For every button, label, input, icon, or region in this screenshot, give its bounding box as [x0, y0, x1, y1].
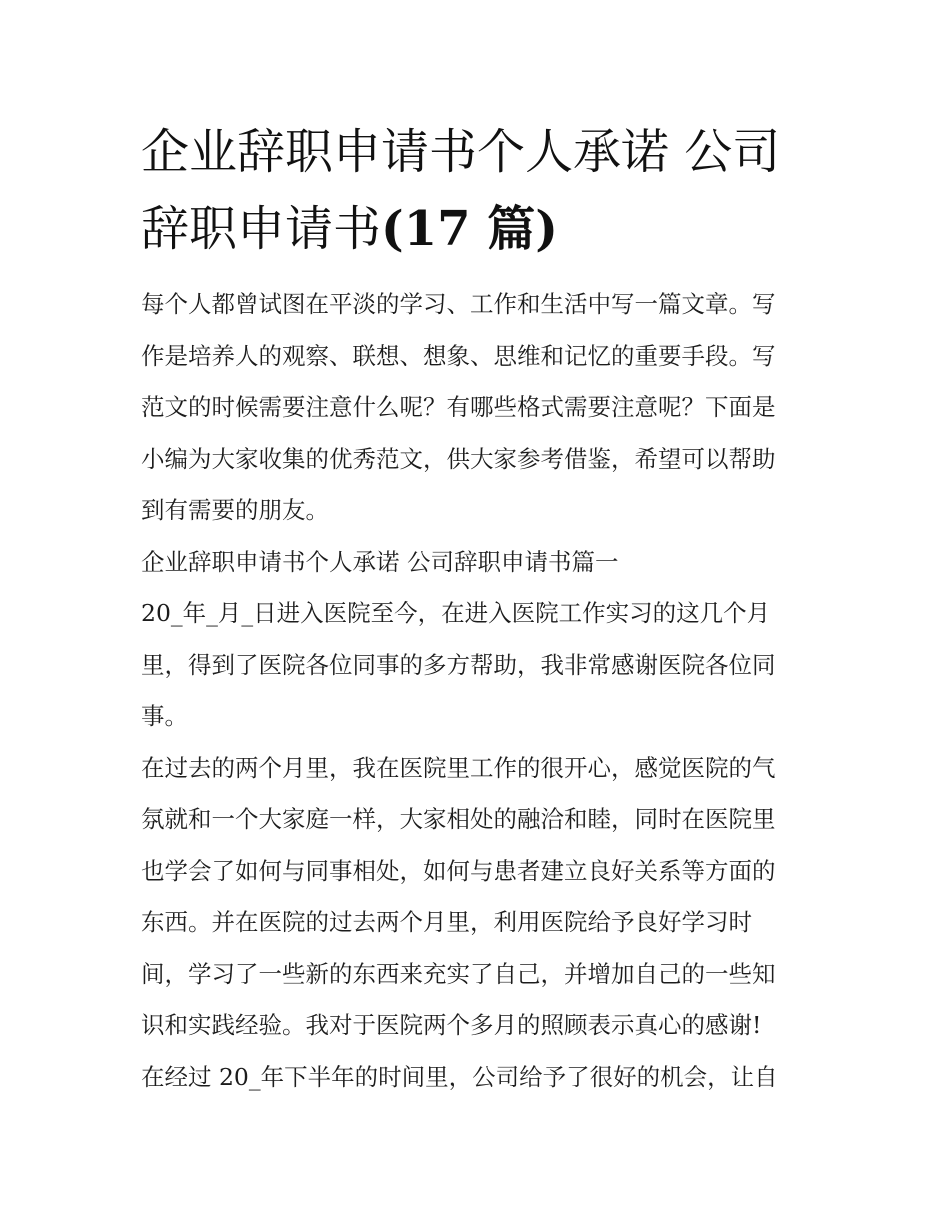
title-line-2-main: 辞职申请书: [141, 201, 382, 257]
intro-paragraph: [141, 279, 821, 537]
intro-line: 作是培养人的观察、联想、想象、思维和记忆的重要手段。写: [141, 341, 776, 370]
section-heading: 企业辞职申请书个人承诺 公司辞职申请书篇一: [141, 547, 619, 576]
document-body: [141, 114, 821, 1103]
title-line-1: 企业辞职申请书个人承诺 公司: [141, 124, 781, 180]
intro-line: 到有需要的朋友。: [141, 496, 329, 524]
intro-line: 范文的时候需要注意什么呢？有哪些格式需要注意呢？下面是: [141, 393, 776, 421]
paragraph-line: 在过去的两个月里，我在医院里工作的很开心，感觉医院的气: [141, 753, 776, 782]
paragraph-line: 氛就和一个大家庭一样，大家相处的融洽和睦，同时在医院里: [141, 805, 776, 833]
intro-line: 小编为大家收集的优秀范文，供大家参考借鉴，希望可以帮助: [141, 444, 776, 473]
document-title: [141, 114, 821, 268]
paragraph-1: [141, 588, 821, 743]
paragraph-line: 识和实践经验。我对于医院两个多月的照顾表示真心的感谢!: [141, 1011, 762, 1039]
paragraph-line: 20_年_月_日进入医院至今，在进入医院工作实习的这几个月: [141, 599, 771, 627]
title-line-2-suffix: (17 篇): [381, 201, 558, 257]
paragraph-line: 里，得到了医院各位同事的多方帮助，我非常感谢医院各位同: [141, 650, 776, 679]
paragraph-line: 在经过 20_年下半年的时间里，公司给予了很好的机会，让自: [141, 1062, 778, 1091]
paragraph-2: [141, 743, 821, 1052]
intro-line: 每个人都曾试图在平淡的学习、工作和生活中写一篇文章。写: [141, 290, 776, 318]
paragraph-line: 间，学习了一些新的东西来充实了自己，并增加自己的一些知: [141, 959, 776, 988]
paragraph-line: 东西。并在医院的过去两个月里，利用医院给予良好学习时: [141, 908, 752, 936]
paragraph-line: 也学会了如何与同事相处，如何与患者建立良好关系等方面的: [141, 856, 776, 885]
paragraph-line: 事。: [141, 702, 188, 730]
paragraph-3: [141, 1052, 821, 1104]
